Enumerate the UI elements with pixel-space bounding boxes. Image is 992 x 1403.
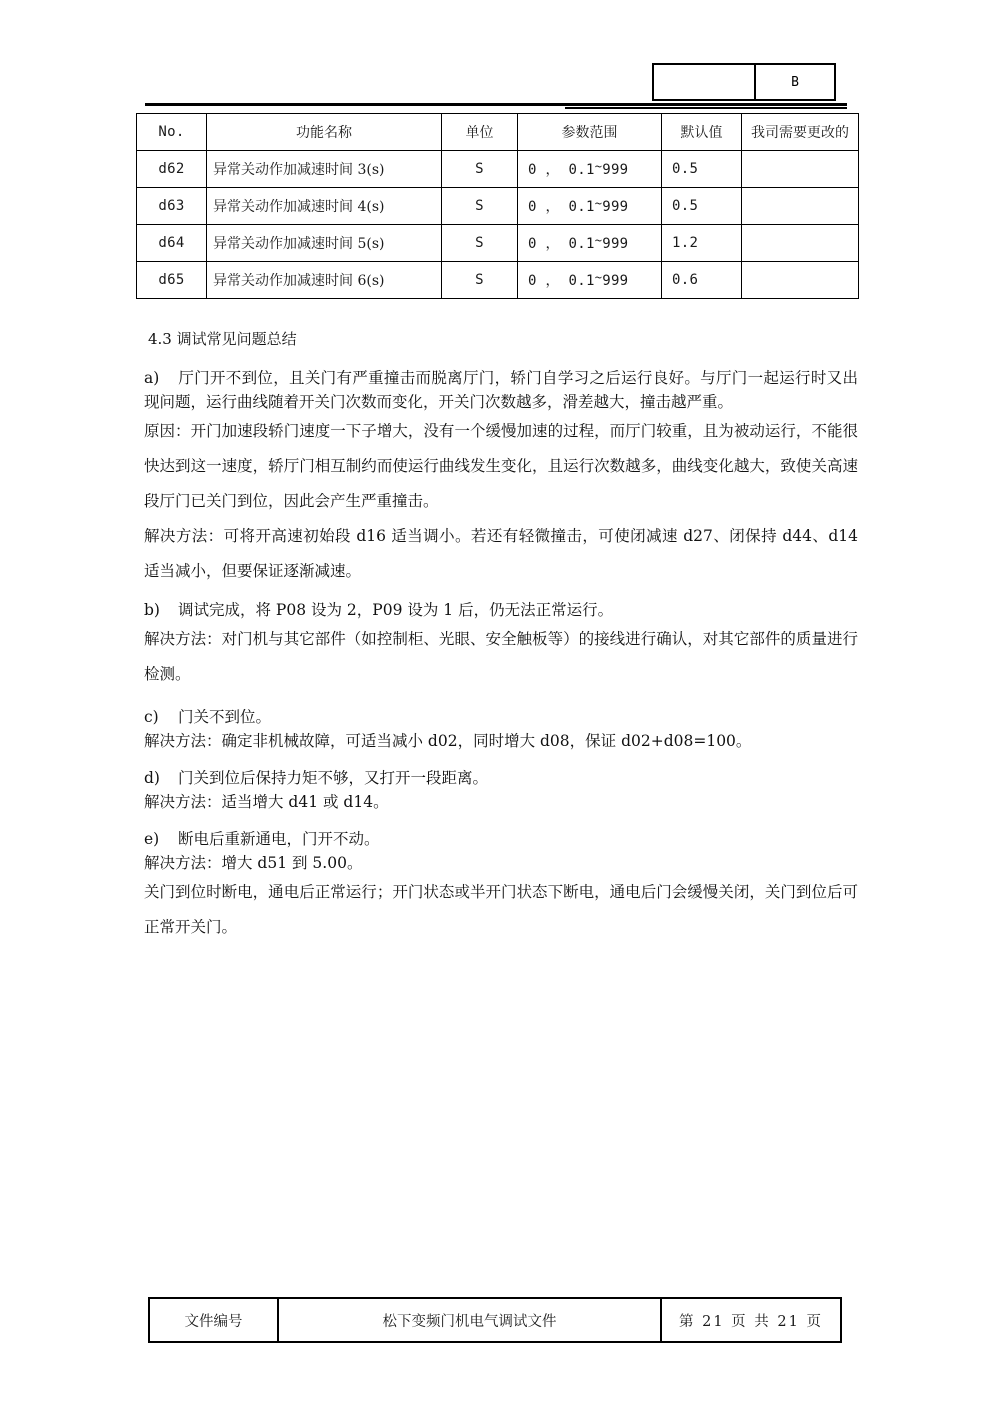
item-a-text: 厅门开不到位，且关门有严重撞击而脱离厅门，轿门自学习之后运行良好。与厅门一起运行时又出现问题，运行曲线随着开关门次数而变化，开关门次数越多，滑差越大，撞击越严重。 — [144, 369, 858, 411]
solution-b-paragraph: 解决方法：对门机与其它部件（如控制柜、光眼、安全触板等）的接线进行确认，对其它部件的质量进行检测。 — [144, 630, 858, 683]
item-c-text: 门关不到位。 — [178, 708, 272, 726]
column-header-change: 我司需要更改的 — [742, 114, 859, 151]
footer-row — [149, 1298, 841, 1342]
item-d-label: d) — [144, 769, 160, 787]
range-pre: 0 ， 0.1 — [528, 199, 595, 215]
item-b-paragraph — [144, 598, 858, 622]
cell-no: d65 — [137, 262, 207, 299]
table-row — [137, 225, 859, 262]
cell-unit: S — [442, 225, 518, 262]
item-c-label: c) — [144, 708, 159, 726]
solution-e-paragraph: 解决方法：增大 d51 到 5.00。 — [144, 854, 363, 872]
range-pre: 0 ， 0.1 — [528, 273, 595, 289]
cell-default: 0.5 — [662, 188, 742, 225]
cell-range — [518, 151, 662, 188]
range-pre: 0 ， 0.1 — [528, 236, 595, 252]
parameter-table-head — [137, 114, 859, 151]
range-tilde: ~ — [594, 233, 603, 248]
range-tilde: ~ — [594, 270, 603, 285]
column-header-range: 参数范围 — [518, 114, 662, 151]
closing-paragraph: 关门到位时断电，通电后正常运行；开门状态或半开门状态下断电，通电后门会缓慢关闭，关门到位后可正常开关门。 — [144, 883, 858, 936]
cell-change — [742, 225, 859, 262]
cell-default: 1.2 — [662, 225, 742, 262]
solution-d-paragraph: 解决方法：适当增大 d41 或 d14。 — [144, 793, 389, 811]
cell-range — [518, 188, 662, 225]
parameter-table-body — [137, 151, 859, 299]
footer-table — [148, 1297, 842, 1343]
body-content — [144, 326, 858, 945]
range-tilde: ~ — [594, 159, 603, 174]
cell-unit: S — [442, 188, 518, 225]
item-e-label: e) — [144, 830, 160, 848]
cell-default: 0.5 — [662, 151, 742, 188]
range-post: 999 — [602, 236, 629, 252]
spacer — [144, 589, 858, 598]
footer-doc-number-label: 文件编号 — [149, 1298, 278, 1342]
cell-no: d64 — [137, 225, 207, 262]
item-b-text: 调试完成，将 P08 设为 2，P09 设为 1 后，仍无法正常运行。 — [178, 601, 614, 619]
footer-table-body — [149, 1298, 841, 1342]
item-b-label: b) — [144, 601, 160, 619]
solution-c-paragraph: 解决方法：确定非机械故障，可适当减小 d02，同时增大 d08，保证 d02+d08=100。 — [144, 732, 752, 750]
item-d-text: 门关到位后保持力矩不够，又打开一段距离。 — [178, 769, 489, 787]
range-tilde: ~ — [594, 196, 603, 211]
header-revision-box — [652, 63, 836, 101]
item-a-label: a) — [144, 369, 160, 387]
footer-doc-title: 松下变频门机电气调试文件 — [278, 1298, 661, 1342]
item-d-paragraph — [144, 766, 858, 790]
range-post: 999 — [602, 273, 629, 289]
footer-page-info: 第 21 页 共 21 页 — [661, 1298, 841, 1342]
cell-name: 异常关动作加减速时间 4(s) — [207, 188, 442, 225]
section-title: 4.3 调试常见问题总结 — [148, 330, 297, 348]
item-c-paragraph — [144, 705, 858, 729]
header-separator-rule — [145, 103, 847, 106]
cell-change — [742, 262, 859, 299]
cell-unit: S — [442, 151, 518, 188]
solution-a-paragraph: 解决方法：可将开高速初始段 d16 适当调小。若还有轻微撞击，可使闭减速 d27、闭保持 d44、d14 适当减小，但要保证逐渐减速。 — [144, 527, 858, 580]
column-header-no: No. — [137, 114, 207, 151]
cell-no: d62 — [137, 151, 207, 188]
column-header-default: 默认值 — [662, 114, 742, 151]
column-header-unit: 单位 — [442, 114, 518, 151]
parameter-table — [136, 113, 859, 299]
range-pre: 0 ， 0.1 — [528, 162, 595, 178]
spacer — [144, 753, 858, 766]
spacer — [144, 814, 858, 827]
header-box-left-cell — [654, 65, 756, 99]
cause-a-paragraph: 原因：开门加速段轿门速度一下子增大，没有一个缓慢加速的过程，而厅门较重，且为被动运行，不能很快达到这一速度，轿厅门相互制约而使运行曲线发生变化，且运行次数越多，曲线变化越大，致使关高速段厅门已关门到位，因此会产生严重撞击。 — [144, 422, 858, 510]
table-header-row — [137, 114, 859, 151]
table-row — [137, 151, 859, 188]
cell-name: 异常关动作加减速时间 5(s) — [207, 225, 442, 262]
spacer — [144, 692, 858, 705]
cell-default: 0.6 — [662, 262, 742, 299]
item-e-paragraph — [144, 827, 858, 851]
header-box-revision-cell: B — [791, 74, 799, 90]
table-row — [137, 262, 859, 299]
cell-no: d63 — [137, 188, 207, 225]
cell-range — [518, 262, 662, 299]
column-header-name: 功能名称 — [207, 114, 442, 151]
cell-range — [518, 225, 662, 262]
cell-name: 异常关动作加减速时间 6(s) — [207, 262, 442, 299]
cell-change — [742, 188, 859, 225]
cell-name: 异常关动作加减速时间 3(s) — [207, 151, 442, 188]
cell-unit: S — [442, 262, 518, 299]
cell-change — [742, 151, 859, 188]
item-e-text: 断电后重新通电，门开不动。 — [178, 830, 380, 848]
table-row — [137, 188, 859, 225]
range-post: 999 — [602, 162, 629, 178]
range-post: 999 — [602, 199, 629, 215]
item-a-paragraph — [144, 366, 858, 414]
